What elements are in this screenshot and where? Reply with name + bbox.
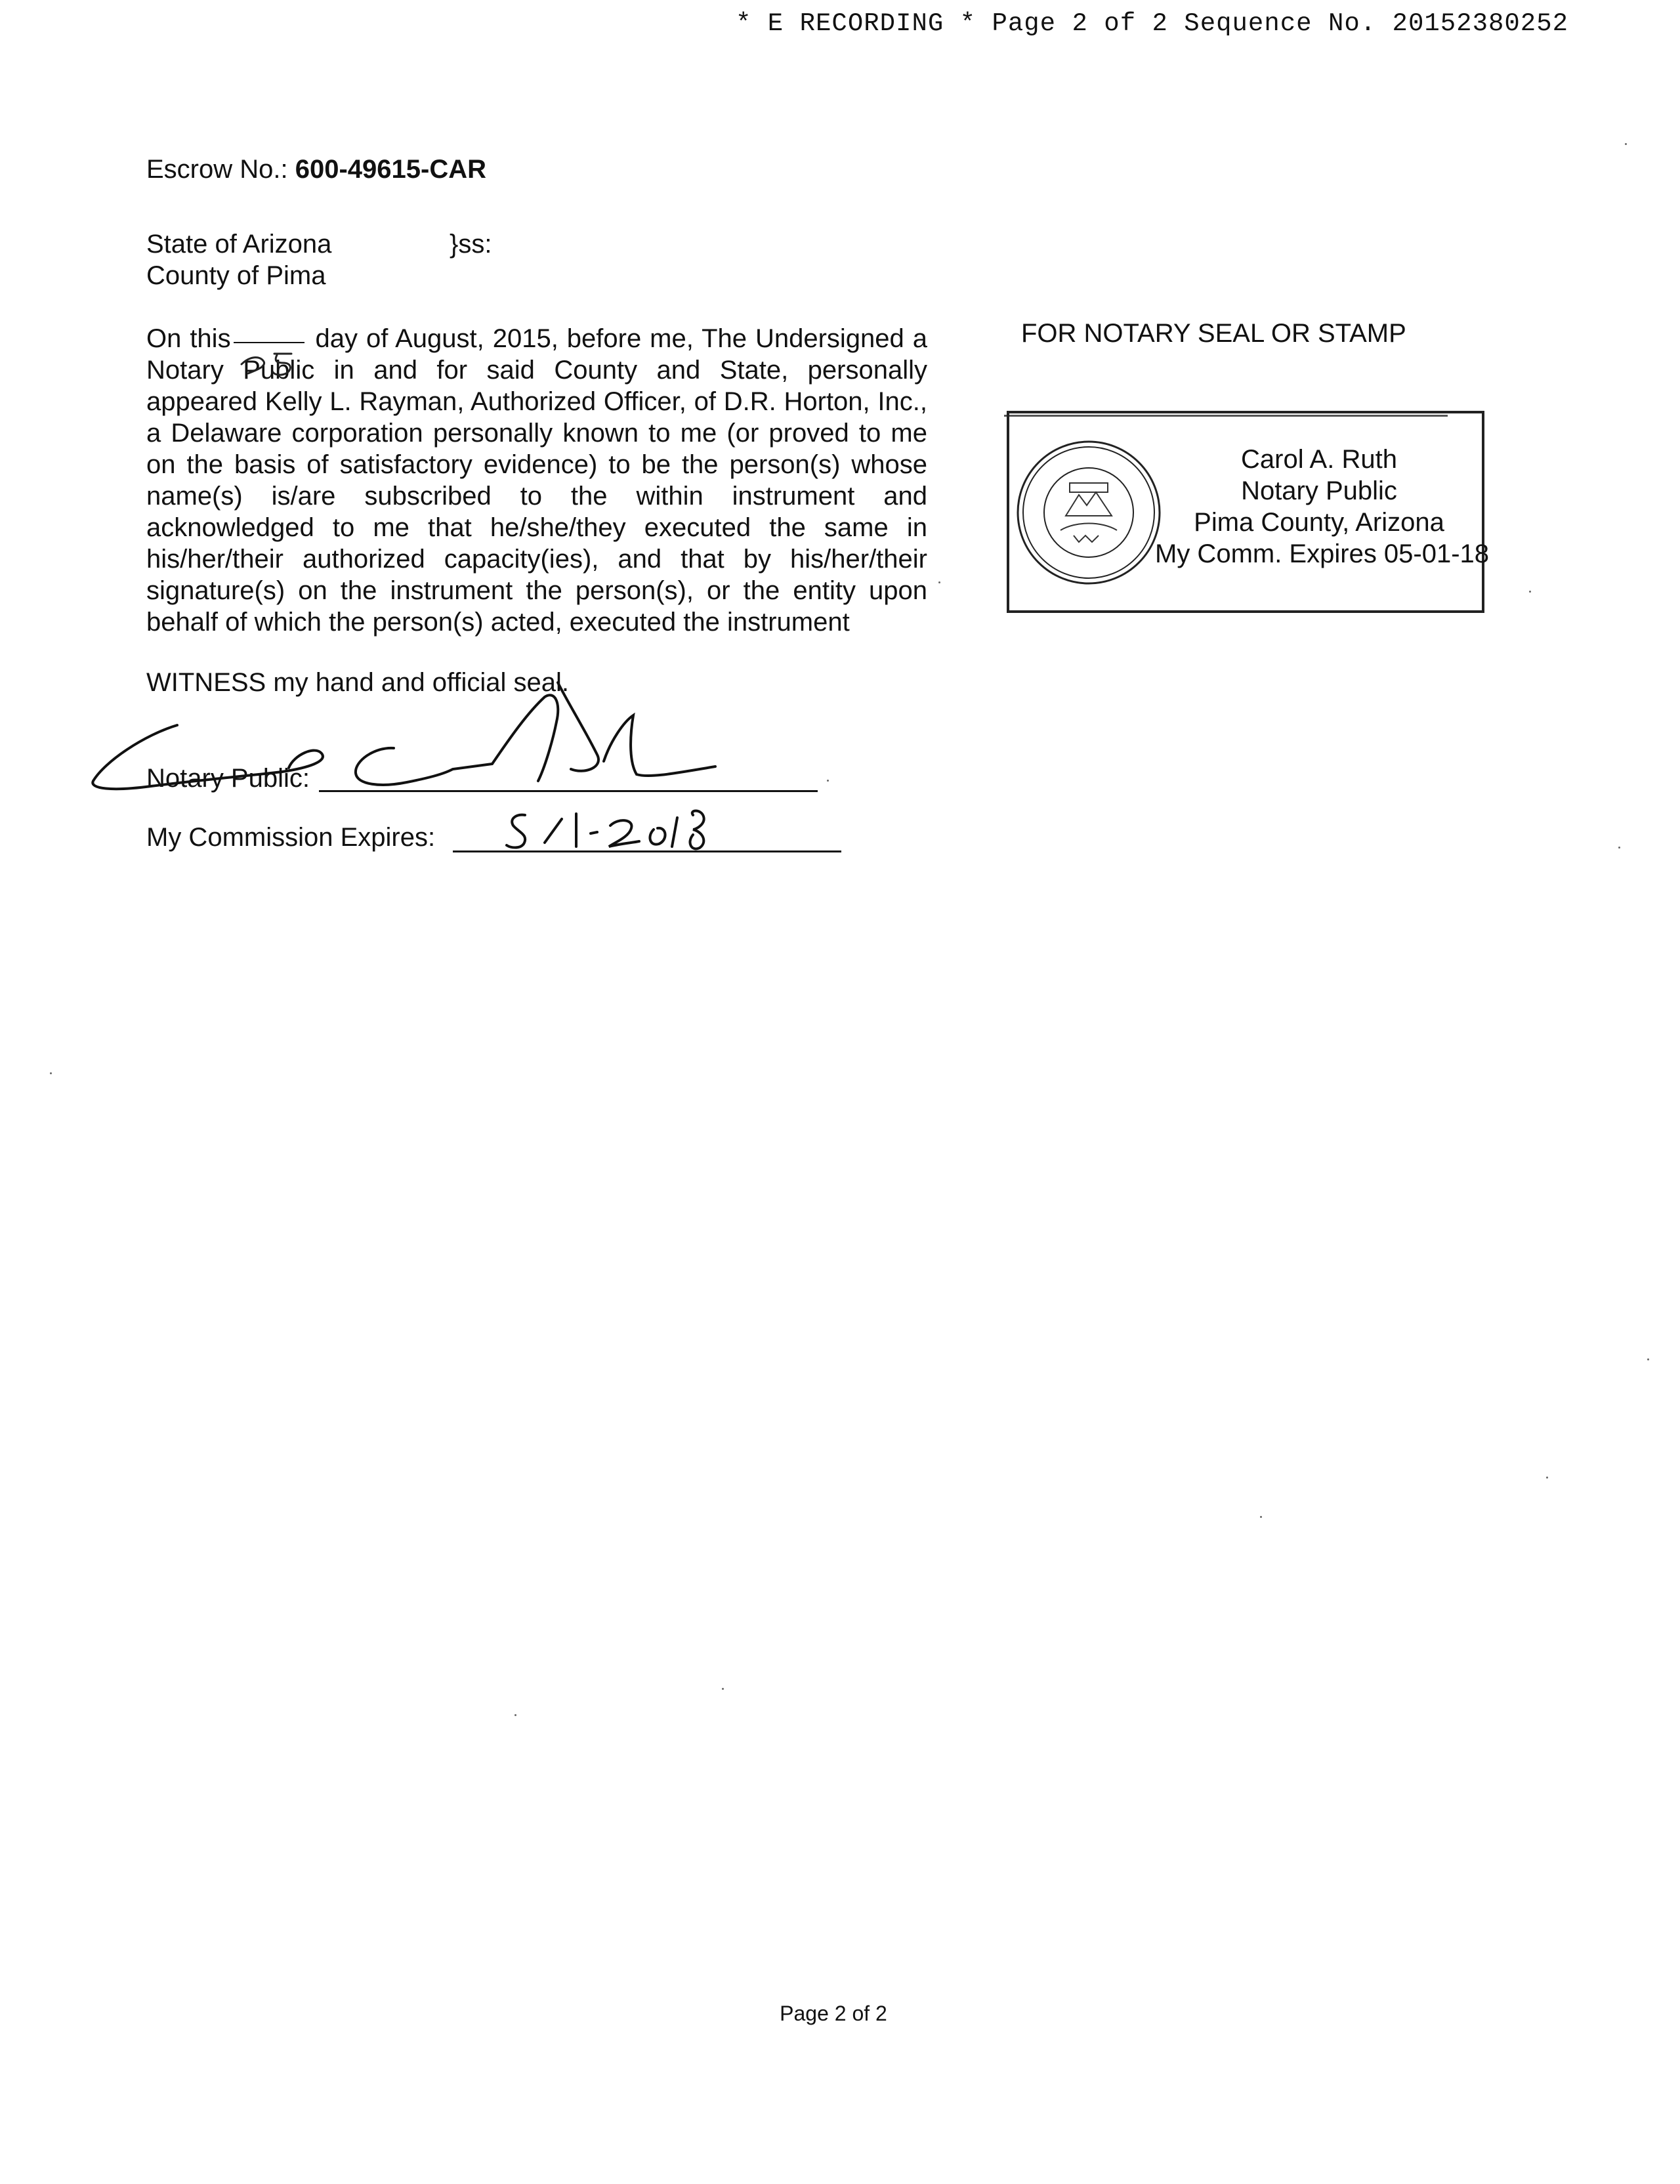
venue-ss: }ss:: [450, 230, 492, 259]
acknowledgment-paragraph: [146, 323, 927, 638]
stamp-notary-title: Notary Public: [1241, 476, 1397, 505]
scan-speck: [1260, 1516, 1262, 1518]
scan-speck: [1546, 1477, 1548, 1479]
scan-speck: [1618, 847, 1620, 849]
recording-header: * E RECORDING * Page 2 of 2 Sequence No. 20152380252: [736, 9, 1568, 38]
witness-line: WITNESS my hand and official seal.: [146, 668, 569, 697]
acknowledgment-text: day of August, 2015, before me, The Undersigned a Notary Public in and for said County and State, personally appeared Kelly L. Rayman, Authorized Officer, of D.R. Horton, Inc., a Delaware corporation personally known to me (or proved to me on the basis of satisfactory evidence) to be the person(s) whose name(s) is/are subscribed to the within instrument and acknowledged to me that he/she/they executed the same in his/her/their authorized capacity(ies), and that by his/her/their signature(s) on the instrument the person(s), or the entity upon behalf of which the person(s) acted, executed the instrument: [146, 324, 927, 637]
notary-signature: [85, 663, 742, 807]
scan-speck: [1625, 143, 1627, 145]
stamp-text: [1155, 444, 1490, 570]
commission-expires-label: My Commission Expires:: [146, 823, 436, 852]
handwritten-day: [235, 347, 307, 379]
venue-state: State of Arizona: [146, 230, 332, 259]
escrow-line: [146, 154, 486, 185]
scan-speck: [938, 581, 940, 583]
scan-speck: [50, 1072, 52, 1074]
notary-public-label: Notary Public:: [146, 764, 310, 793]
scan-speck: [722, 1688, 724, 1690]
scan-speck: [514, 1714, 516, 1716]
stamp-notary-name: Carol A. Ruth: [1241, 445, 1397, 474]
stamp-county: Pima County, Arizona: [1194, 508, 1444, 537]
escrow-label: Escrow No.:: [146, 155, 295, 184]
scan-speck: [1647, 1358, 1649, 1360]
commission-date-handwritten: [499, 806, 735, 858]
page-footer: Page 2 of 2: [780, 2002, 887, 2025]
scan-speck: [1529, 591, 1531, 593]
seal-heading: FOR NOTARY SEAL OR STAMP: [1021, 319, 1406, 348]
arizona-seal-icon: [1013, 437, 1164, 588]
scan-speck: [827, 780, 829, 782]
venue-county: County of Pima: [146, 261, 326, 290]
stamp-expires: My Comm. Expires 05-01-18: [1155, 539, 1490, 568]
escrow-number: 600-49615-CAR: [295, 155, 486, 184]
acknowledgment-prefix: On this: [146, 324, 231, 353]
